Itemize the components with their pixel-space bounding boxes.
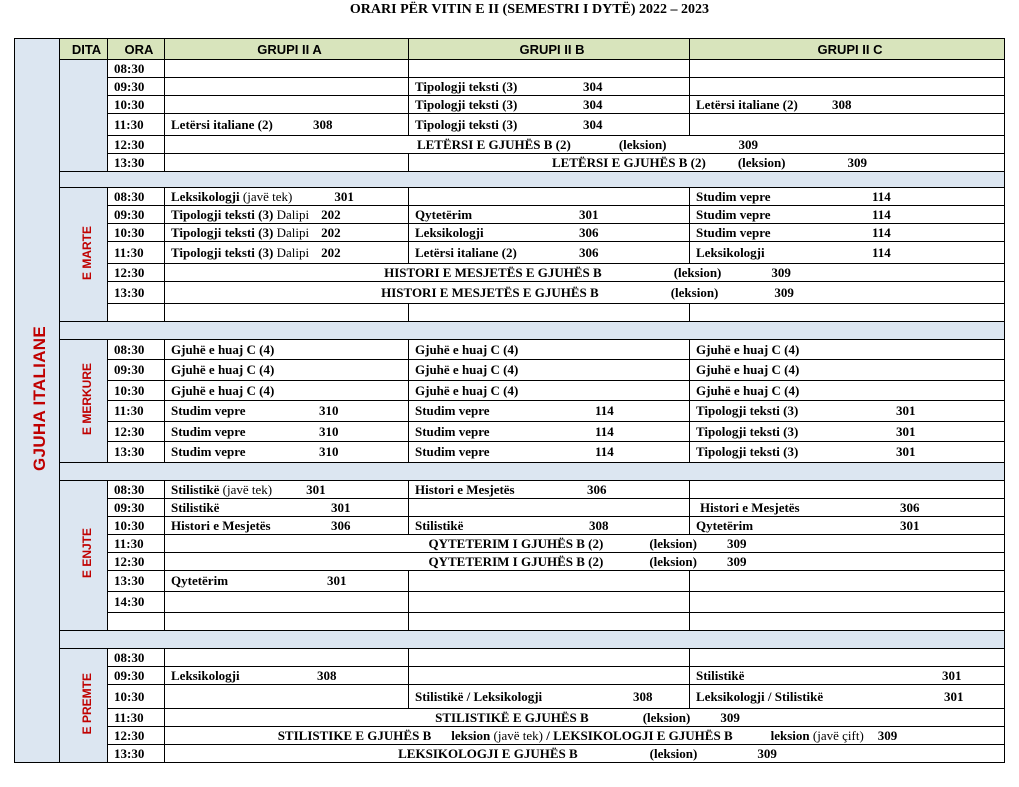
cell-c (690, 517, 1005, 535)
table-row (15, 154, 1005, 172)
lecture-tag: leksion (770, 727, 810, 743)
cell-c (690, 422, 1005, 442)
cell-a (165, 649, 409, 667)
cell-a (165, 481, 409, 499)
time-cell: 08:30 (108, 340, 165, 360)
cell-a (165, 401, 409, 422)
subject: Leksikologji (415, 224, 484, 240)
cell-b: Gjuhë e huaj C (4) (409, 360, 690, 381)
table-row (15, 381, 1005, 401)
table-row (15, 613, 1005, 631)
cell-b (409, 571, 690, 592)
table-row (15, 422, 1005, 442)
subject: Stilistikë (415, 517, 464, 533)
cell-merged (165, 136, 1005, 154)
table-row (15, 401, 1005, 422)
subject: QYTETERIM I GJUHËS B (2) (428, 535, 604, 551)
cell-c (690, 613, 1005, 631)
table-row (15, 282, 1005, 304)
subject: Letërsi italiane (2) (415, 244, 517, 260)
lecture-tag: (leksion) (649, 553, 697, 569)
room: 306 (579, 224, 599, 240)
lecture-tag: (leksion) (618, 136, 667, 152)
table-row (15, 745, 1005, 763)
time-cell: 11:30 (108, 242, 165, 264)
time-cell: 10:30 (108, 224, 165, 242)
subject: Stilistikë / Leksikologji (415, 688, 543, 704)
cell-b: Gjuhë e huaj C (4) (409, 340, 690, 360)
room: 309 (847, 154, 868, 170)
day-label: E PREMTE (79, 672, 94, 735)
table-row (15, 206, 1005, 224)
cell-b (409, 481, 690, 499)
room: 301 (306, 481, 326, 497)
cell-c (690, 206, 1005, 224)
room: 301 (327, 573, 347, 588)
room: 304 (583, 96, 603, 112)
cell-b (409, 517, 690, 535)
room: 301 (896, 444, 916, 459)
cell-b (409, 114, 690, 136)
room: 306 (900, 499, 920, 515)
cell-a (165, 114, 409, 136)
subject: Tipologji teksti (3) (171, 206, 274, 222)
table-row (15, 442, 1005, 463)
subject: Qytetërim (171, 573, 229, 588)
room: 310 (319, 444, 339, 459)
slash: / (546, 727, 550, 743)
lecture-tag: (leksion) (737, 154, 786, 170)
cell-c: Gjuhë e huaj C (4) (690, 381, 1005, 401)
cell-b (409, 188, 690, 206)
room: 114 (872, 224, 891, 240)
subject: Studim vepre (415, 444, 490, 459)
cell-merged (165, 282, 1005, 304)
time-cell: 12:30 (108, 727, 165, 745)
room: 301 (942, 667, 962, 683)
room: 310 (319, 403, 339, 418)
subject: LETËRSI E GJUHËS B (2) (551, 154, 706, 170)
time-cell: 13:30 (108, 442, 165, 463)
subject: Studim vepre (171, 403, 246, 418)
lecture-tag: (leksion) (649, 535, 697, 551)
time-cell: 11:30 (108, 114, 165, 136)
lecture-tag: (leksion) (670, 284, 719, 300)
cell-c (690, 442, 1005, 463)
time-cell: 10:30 (108, 96, 165, 114)
cell-a (165, 188, 409, 206)
room: 310 (319, 423, 339, 439)
cell-a (165, 517, 409, 535)
subject: Tipologji teksti (3) (696, 403, 799, 418)
cell-b (409, 224, 690, 242)
subject: Leksikologji (696, 244, 765, 260)
subject: Letërsi italiane (2) (696, 96, 798, 112)
table-row (15, 649, 1005, 667)
room: 202 (321, 244, 341, 260)
cell-a (165, 592, 409, 613)
room: 114 (872, 188, 891, 204)
day-label-cell (60, 188, 108, 322)
cell-b (409, 96, 690, 114)
time-cell: 08:30 (108, 60, 165, 78)
schedule-table (14, 38, 1005, 763)
cell-a (165, 60, 409, 78)
room: 301 (896, 403, 916, 418)
cell-a: Gjuhë e huaj C (4) (165, 381, 409, 401)
table-row (15, 517, 1005, 535)
room: 202 (321, 224, 341, 240)
room: 301 (331, 499, 351, 515)
subject: QYTETERIM I GJUHËS B (2) (428, 553, 604, 569)
subject: Studim vepre (171, 444, 246, 459)
room: 308 (633, 688, 653, 704)
cell-merged (165, 553, 1005, 571)
subject: Histori e Mesjetës (415, 481, 515, 497)
cell-merged (409, 154, 1005, 172)
separator-row (15, 631, 1005, 649)
time-cell: 11:30 (108, 401, 165, 422)
table-row (15, 78, 1005, 96)
time-cell: 08:30 (108, 481, 165, 499)
cell-spacer (165, 154, 409, 172)
room: 309 (771, 264, 791, 280)
cell-a (165, 442, 409, 463)
subject: STILISTIKE E GJUHËS B (277, 727, 432, 743)
table-row (15, 188, 1005, 206)
time-cell: 13:30 (108, 154, 165, 172)
time-cell: 09:30 (108, 667, 165, 685)
table-row (15, 360, 1005, 381)
table-row (15, 481, 1005, 499)
header-group-c: GRUPI II C (690, 39, 1005, 60)
cell-c (690, 667, 1005, 685)
time-cell: 08:30 (108, 188, 165, 206)
subject: HISTORI E MESJETËS E GJUHËS B (381, 284, 599, 300)
cell-b (409, 60, 690, 78)
time-cell: 13:30 (108, 745, 165, 763)
time-cell: 10:30 (108, 685, 165, 709)
cell-c (690, 114, 1005, 136)
header-group-b: GRUPI II B (409, 39, 690, 60)
room: 309 (726, 553, 747, 569)
cell-c (690, 592, 1005, 613)
room: 308 (317, 667, 337, 683)
time-cell: 12:30 (108, 136, 165, 154)
cell-c (690, 96, 1005, 114)
cell-a (165, 499, 409, 517)
room: 301 (579, 206, 599, 222)
note: (javë çift) (812, 727, 864, 743)
subject: STILISTIKË E GJUHËS B (435, 709, 589, 725)
cell-a (165, 667, 409, 685)
room: 308 (589, 517, 609, 533)
cell-b (409, 206, 690, 224)
lecture-tag: (leksion) (642, 709, 691, 725)
cell-b (409, 613, 690, 631)
cell-b (409, 667, 690, 685)
note: Dalipi (276, 224, 310, 240)
subject: Stilistikë (171, 481, 220, 497)
time-cell: 09:30 (108, 78, 165, 96)
cell-b (409, 592, 690, 613)
subject: Stilistikë (171, 499, 220, 515)
subject: Stilistikë (696, 667, 745, 683)
time-cell: 10:30 (108, 381, 165, 401)
table-row (15, 340, 1005, 360)
subject: Studim vepre (415, 403, 490, 418)
table-row (15, 136, 1005, 154)
subject: LETËRSI E GJUHËS B (2) (416, 136, 571, 152)
subject: Leksikologji / Stilistikë (696, 688, 824, 704)
subject: Tipologji teksti (3) (171, 244, 274, 260)
cell-b (409, 422, 690, 442)
table-row (15, 242, 1005, 264)
time-cell (108, 304, 165, 322)
subject: Tipologji teksti (3) (415, 96, 518, 112)
day-label-cell (60, 340, 108, 463)
time-cell: 13:30 (108, 571, 165, 592)
cell-a (165, 206, 409, 224)
day-label-cell (60, 649, 108, 763)
time-cell (108, 613, 165, 631)
cell-c (690, 304, 1005, 322)
subject: LEKSIKOLOGJI E GJUHËS B (553, 727, 733, 743)
room: 306 (579, 244, 599, 260)
room: 114 (595, 423, 614, 439)
table-row (15, 727, 1005, 745)
header-ora: ORA (108, 39, 165, 60)
room: 114 (872, 206, 891, 222)
subject: Studim vepre (171, 423, 246, 439)
time-cell: 12:30 (108, 553, 165, 571)
cell-a (165, 96, 409, 114)
subject: Studim vepre (696, 206, 771, 222)
table-row (15, 264, 1005, 282)
table-row (15, 571, 1005, 592)
time-cell: 14:30 (108, 592, 165, 613)
day-label: E MERKURE (79, 362, 94, 435)
cell-c: Gjuhë e huaj C (4) (690, 360, 1005, 381)
cell-merged (165, 727, 1005, 745)
cell-c (690, 571, 1005, 592)
subject: Histori e Mesjetës (171, 517, 271, 533)
room: 306 (587, 481, 607, 497)
day-label-cell (60, 481, 108, 631)
cell-c (690, 78, 1005, 96)
cell-c (690, 188, 1005, 206)
note: (javë tek) (493, 727, 543, 743)
room: 304 (583, 116, 603, 132)
time-cell: 12:30 (108, 422, 165, 442)
room: 309 (738, 136, 759, 152)
room: 304 (583, 78, 603, 94)
subject: Tipologji teksti (3) (696, 423, 799, 439)
subject: Qytetërim (696, 517, 754, 533)
table-row (15, 304, 1005, 322)
subject: Studim vepre (415, 423, 490, 439)
header-dita: DITA (60, 39, 108, 60)
room: 308 (832, 96, 852, 112)
room: 202 (321, 206, 341, 222)
cell-merged (165, 535, 1005, 553)
cell-merged (165, 709, 1005, 727)
subject: Tipologji teksti (3) (696, 444, 799, 459)
separator-row (15, 322, 1005, 340)
cell-b (409, 442, 690, 463)
subject: Tipologji teksti (3) (415, 78, 518, 94)
room: 308 (313, 116, 333, 132)
time-cell: 13:30 (108, 282, 165, 304)
table-row (15, 553, 1005, 571)
header-row (15, 39, 1005, 60)
cell-b (409, 499, 690, 517)
cell-b (409, 78, 690, 96)
cell-a (165, 685, 409, 709)
note: Dalipi (276, 244, 310, 260)
subject: Histori e Mesjetës (700, 499, 800, 515)
table-row (15, 535, 1005, 553)
subject: Tipologji teksti (3) (171, 224, 274, 240)
cell-c (690, 481, 1005, 499)
cell-a (165, 422, 409, 442)
cell-b (409, 685, 690, 709)
room: 309 (877, 727, 898, 743)
cell-c (690, 224, 1005, 242)
cell-b (409, 649, 690, 667)
room: 114 (595, 444, 614, 459)
side-label-cell (15, 39, 60, 763)
table-row (15, 224, 1005, 242)
cell-b: Gjuhë e huaj C (4) (409, 381, 690, 401)
separator-row (15, 172, 1005, 188)
subject: Studim vepre (696, 224, 771, 240)
cell-c (690, 401, 1005, 422)
cell-a: Gjuhë e huaj C (4) (165, 340, 409, 360)
cell-c: Gjuhë e huaj C (4) (690, 340, 1005, 360)
room: 114 (872, 244, 891, 260)
note: (javë tek) (222, 481, 273, 497)
day-label: E ENJTE (79, 528, 94, 579)
room: 309 (774, 284, 794, 300)
cell-a (165, 304, 409, 322)
cell-a (165, 224, 409, 242)
subject: Tipologji teksti (3) (415, 116, 518, 132)
cell-b (409, 304, 690, 322)
time-cell: 09:30 (108, 360, 165, 381)
cell-c (690, 649, 1005, 667)
table-row (15, 96, 1005, 114)
subject: Qytetërim (415, 206, 473, 222)
time-cell: 09:30 (108, 499, 165, 517)
room: 309 (726, 535, 747, 551)
table-row (15, 499, 1005, 517)
side-label: GJUHA ITALIANE (30, 326, 49, 471)
cell-c (690, 499, 1005, 517)
cell-a (165, 571, 409, 592)
room: 114 (595, 403, 614, 418)
header-group-a: GRUPI II A (165, 39, 409, 60)
cell-merged (165, 264, 1005, 282)
cell-b (409, 242, 690, 264)
table-row (15, 709, 1005, 727)
room: 301 (900, 517, 920, 533)
time-cell: 08:30 (108, 649, 165, 667)
room: 309 (720, 709, 740, 725)
subject: Leksikologji (171, 667, 240, 683)
separator-row (15, 463, 1005, 481)
note: Dalipi (276, 206, 310, 222)
day-label: E MARTE (79, 225, 94, 280)
table-row (15, 685, 1005, 709)
cell-c (690, 685, 1005, 709)
table-row (15, 60, 1005, 78)
room: 301 (334, 188, 354, 204)
cell-a: Gjuhë e huaj C (4) (165, 360, 409, 381)
cell-b (409, 401, 690, 422)
lecture-tag: leksion (451, 727, 491, 743)
time-cell: 12:30 (108, 264, 165, 282)
cell-a (165, 78, 409, 96)
lecture-tag: (leksion) (649, 745, 698, 761)
table-row (15, 114, 1005, 136)
time-cell: 11:30 (108, 709, 165, 727)
cell-a (165, 613, 409, 631)
page-title: ORARI PËR VITIN E II (SEMESTRI I DYTË) 2022 – 2023 (349, 2, 710, 17)
subject: Leksikologji (171, 188, 240, 204)
subject: Studim vepre (696, 188, 771, 204)
time-cell: 09:30 (108, 206, 165, 224)
table-row (15, 592, 1005, 613)
cell-merged (165, 745, 1005, 763)
table-row (15, 667, 1005, 685)
room: 309 (757, 745, 777, 761)
day-label-cell (60, 60, 108, 172)
room: 301 (944, 688, 964, 704)
cell-c (690, 242, 1005, 264)
cell-a (165, 242, 409, 264)
room: 306 (331, 517, 351, 533)
time-cell: 11:30 (108, 535, 165, 553)
cell-c (690, 60, 1005, 78)
subject: HISTORI E MESJETËS E GJUHËS B (384, 264, 602, 280)
subject: Letërsi italiane (2) (171, 116, 273, 132)
room: 301 (896, 423, 916, 439)
subject: LEKSIKOLOGJI E GJUHËS B (398, 745, 578, 761)
time-cell: 10:30 (108, 517, 165, 535)
note: (javë tek) (242, 188, 293, 204)
lecture-tag: (leksion) (673, 264, 722, 280)
